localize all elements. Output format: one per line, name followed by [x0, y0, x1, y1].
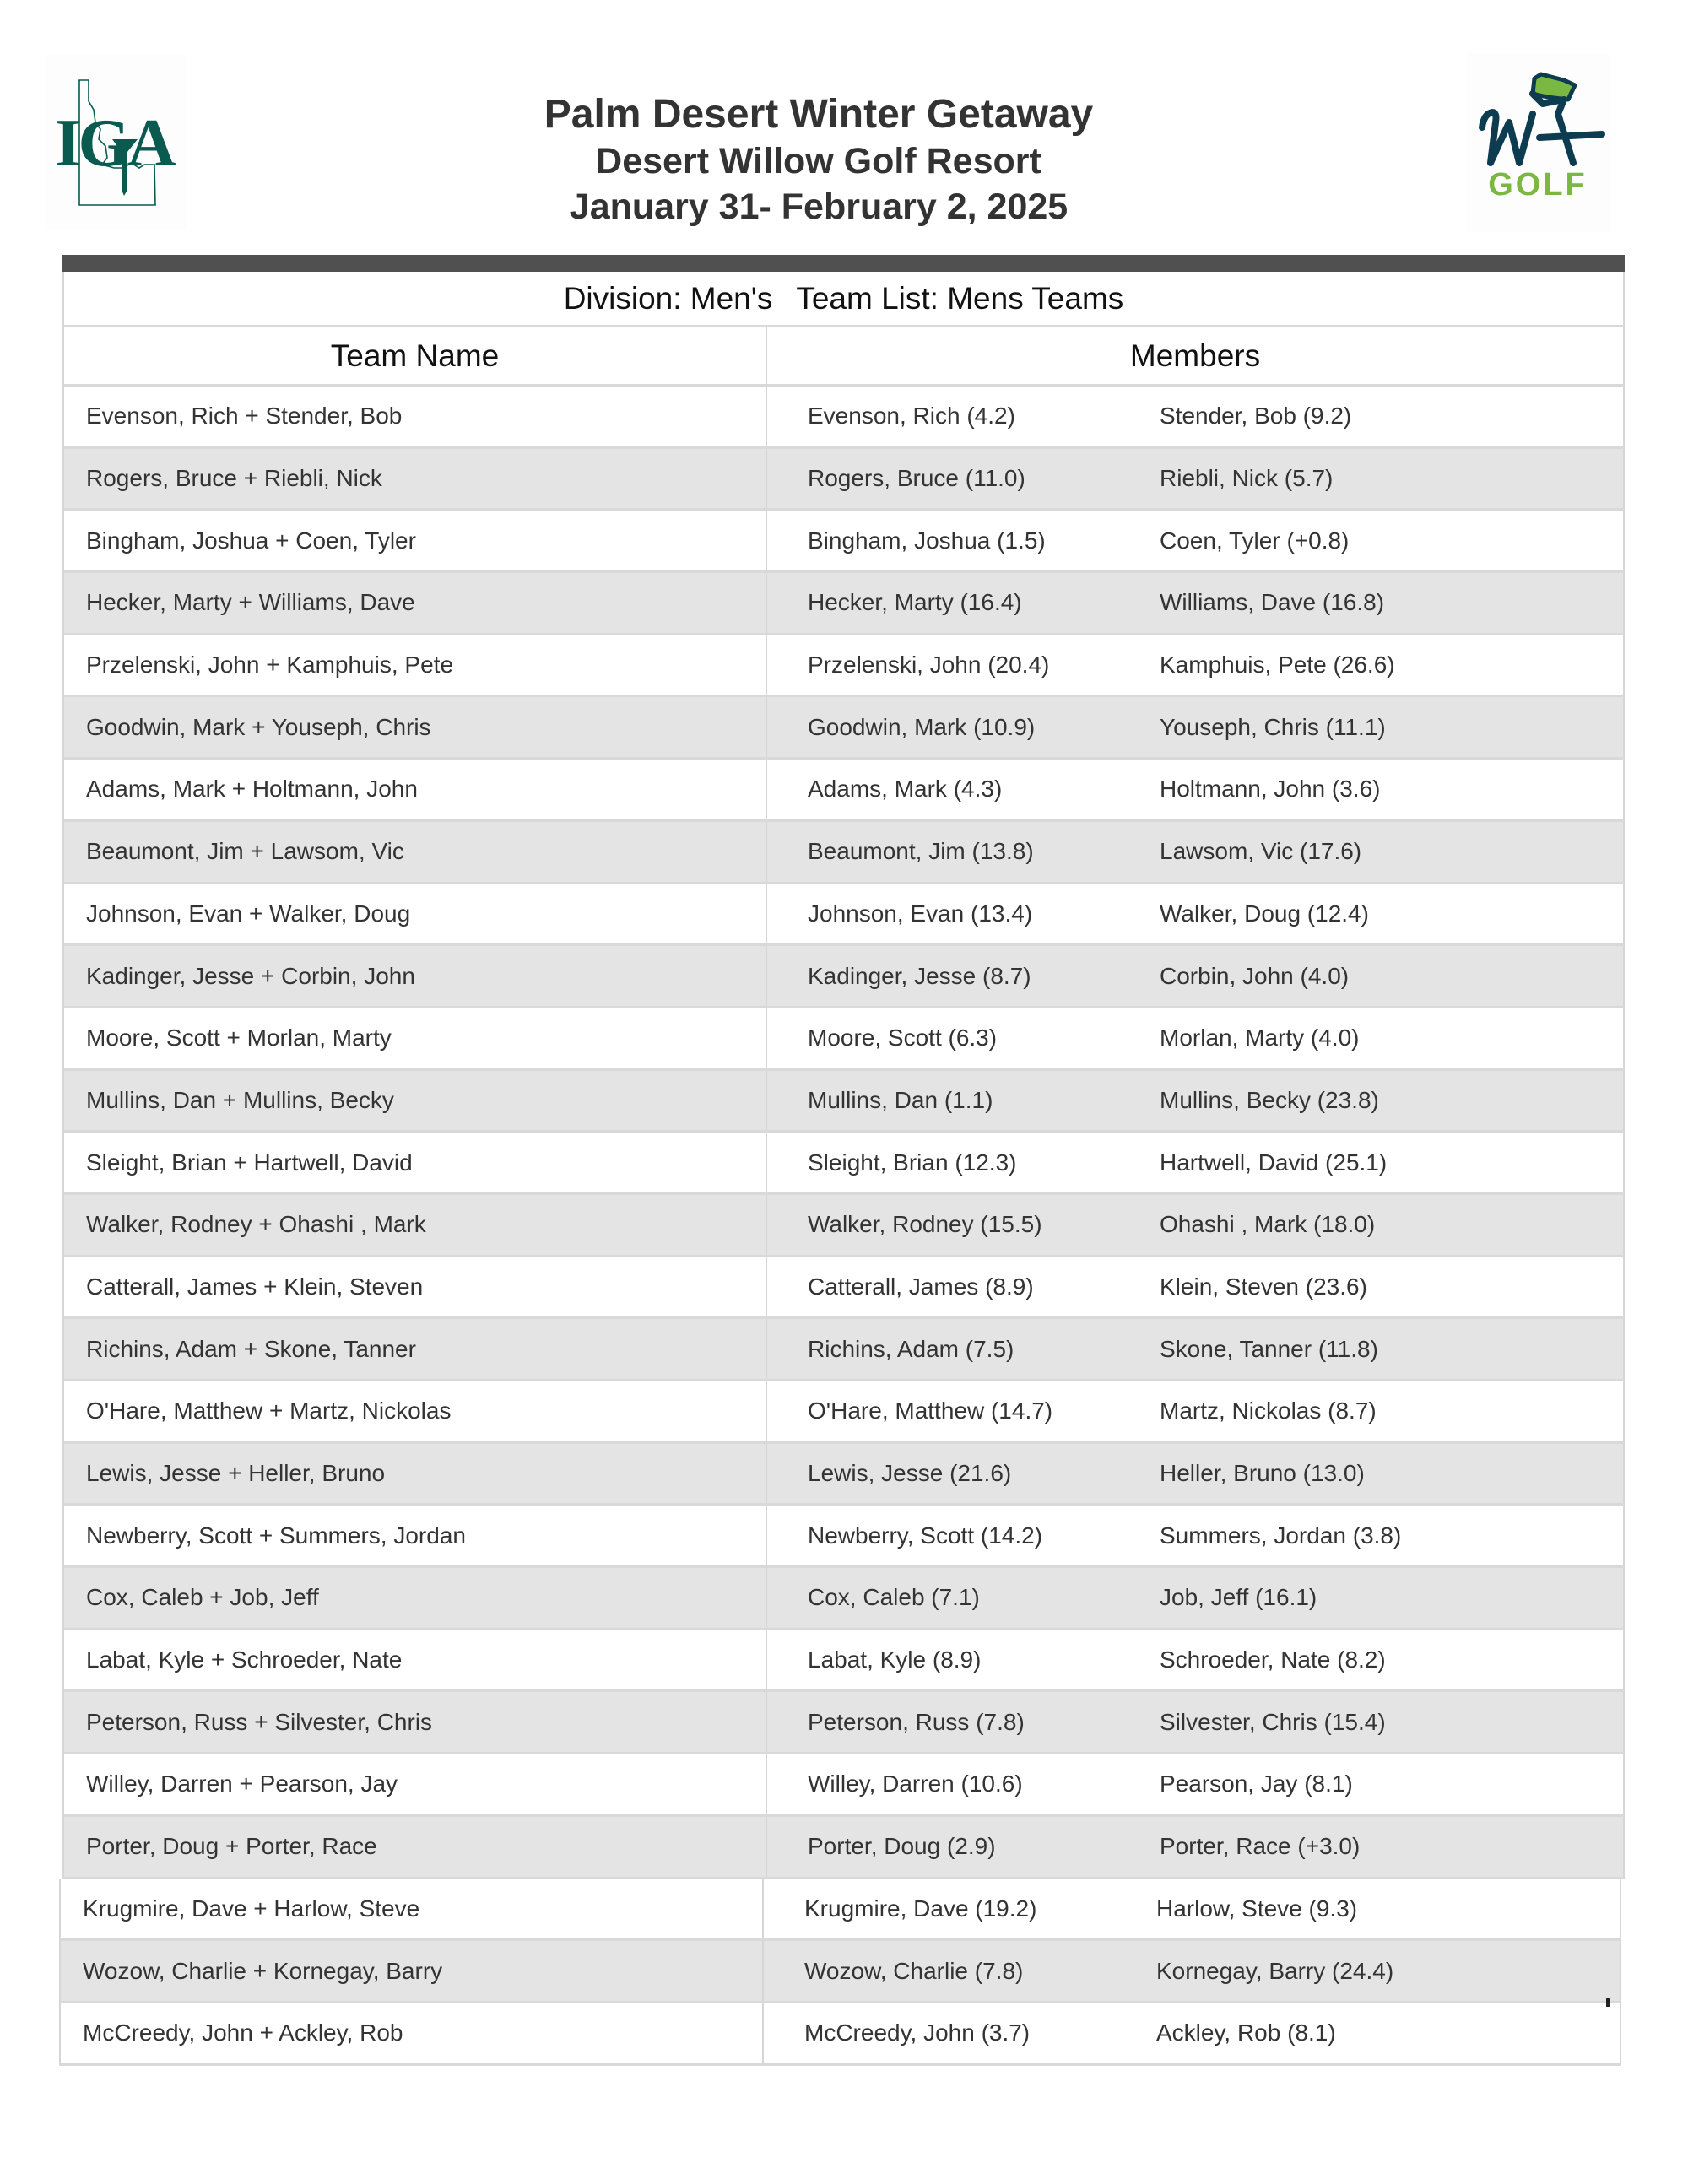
member-1-cell: Hecker, Marty (16.4) — [808, 589, 1022, 616]
page-header — [473, 91, 1165, 230]
member-2-cell: Martz, Nickolas (8.7) — [1160, 1397, 1377, 1424]
member-2-cell: Williams, Dave (16.8) — [1160, 589, 1385, 616]
table-row — [62, 760, 1625, 822]
member-1-cell: Sleight, Brian (12.3) — [808, 1149, 1017, 1176]
member-1-cell: Labat, Kyle (8.9) — [808, 1646, 982, 1673]
member-1-cell: McCreedy, John (3.7) — [804, 2019, 1031, 2046]
member-2-cell: Kamphuis, Pete (26.6) — [1160, 651, 1395, 678]
table-row — [62, 1817, 1625, 1879]
team-name-cell: Evenson, Rich + Stender, Bob — [64, 387, 767, 446]
event-dates: January 31- February 2, 2025 — [569, 187, 1069, 227]
idaho-golf-association-logo-icon — [46, 55, 187, 230]
team-name-cell: Moore, Scott + Morlan, Marty — [64, 1008, 767, 1068]
event-title: Palm Desert Winter Getaway — [544, 92, 1094, 137]
member-1-cell: Porter, Doug (2.9) — [808, 1833, 996, 1860]
member-2-cell: Coen, Tyler (+0.8) — [1160, 527, 1350, 554]
member-2-cell: Heller, Bruno (13.0) — [1160, 1460, 1365, 1487]
wa-golf-logo — [1467, 53, 1610, 232]
table-row — [62, 635, 1625, 698]
member-2-cell: Kornegay, Barry (24.4) — [1156, 1957, 1394, 1984]
team-name-cell: Catterall, James + Klein, Steven — [64, 1257, 767, 1317]
member-2-cell: Hartwell, David (25.1) — [1160, 1149, 1388, 1176]
team-name-cell: Lewis, Jesse + Heller, Bruno — [64, 1444, 767, 1504]
member-1-cell: Cox, Caleb (7.1) — [808, 1584, 980, 1611]
member-2-cell: Ohashi , Mark (18.0) — [1160, 1211, 1376, 1238]
member-2-cell: Riebli, Nick (5.7) — [1160, 465, 1334, 492]
team-name-cell: Cox, Caleb + Job, Jeff — [64, 1568, 767, 1628]
team-name-cell: Kadinger, Jesse + Corbin, John — [64, 946, 767, 1006]
member-2-cell: Stender, Bob (9.2) — [1160, 403, 1352, 430]
member-1-cell: Rogers, Bruce (11.0) — [808, 465, 1025, 492]
table-row — [62, 1506, 1625, 1568]
team-name-cell: O'Hare, Matthew + Martz, Nickolas — [64, 1381, 767, 1441]
table-header — [62, 327, 1625, 387]
table-row — [59, 1941, 1621, 2003]
member-1-cell: Johnson, Evan (13.4) — [808, 900, 1033, 927]
team-name-cell: Johnson, Evan + Walker, Doug — [64, 884, 767, 944]
member-2-cell: Skone, Tanner (11.8) — [1160, 1335, 1378, 1362]
table-row — [62, 1195, 1625, 1257]
team-name-cell: Richins, Adam + Skone, Tanner — [64, 1319, 767, 1379]
team-name-cell: Adams, Mark + Holtmann, John — [64, 760, 767, 819]
table-row — [62, 573, 1625, 635]
member-2-cell: Ackley, Rob (8.1) — [1156, 2019, 1336, 2046]
column-header-team-name: Team Name — [64, 327, 767, 384]
member-1-cell: Catterall, James (8.9) — [808, 1273, 1034, 1300]
member-1-cell: O'Hare, Matthew (14.7) — [808, 1397, 1053, 1424]
member-2-cell: Harlow, Steve (9.3) — [1156, 1895, 1358, 1922]
member-2-cell: Youseph, Chris (11.1) — [1160, 713, 1386, 740]
table-row — [62, 1319, 1625, 1381]
division-label: Division: Men's — [563, 280, 773, 316]
table-row — [62, 697, 1625, 760]
member-2-cell: Mullins, Becky (23.8) — [1160, 1086, 1379, 1113]
table-row — [62, 1568, 1625, 1630]
table-row — [62, 387, 1625, 449]
table-row — [62, 1257, 1625, 1320]
team-name-cell: Newberry, Scott + Summers, Jordan — [64, 1506, 767, 1565]
table-row — [62, 1381, 1625, 1444]
table-row — [62, 1754, 1625, 1817]
member-2-cell: Pearson, Jay (8.1) — [1160, 1770, 1353, 1797]
venue-name: Desert Willow Golf Resort — [596, 141, 1041, 181]
team-name-cell: Krugmire, Dave + Harlow, Steve — [61, 1879, 764, 1939]
svg-text:GOLF: GOLF — [1488, 167, 1588, 203]
member-2-cell: Holtmann, John (3.6) — [1160, 776, 1381, 803]
member-1-cell: Lewis, Jesse (21.6) — [808, 1460, 1012, 1487]
team-name-cell: Rogers, Bruce + Riebli, Nick — [64, 449, 767, 509]
member-1-cell: Adams, Mark (4.3) — [808, 776, 1003, 803]
team-name-cell: Sleight, Brian + Hartwell, David — [64, 1133, 767, 1192]
team-name-cell: Walker, Rodney + Ohashi , Mark — [64, 1195, 767, 1255]
member-1-cell: Wozow, Charlie (7.8) — [804, 1957, 1024, 1984]
team-name-cell: Bingham, Joshua + Coen, Tyler — [64, 511, 767, 570]
column-header-members: Members — [1129, 338, 1261, 373]
team-list-table — [62, 272, 1625, 2066]
team-name-cell: Beaumont, Jim + Lawsom, Vic — [64, 822, 767, 882]
member-2-cell: Lawsom, Vic (17.6) — [1160, 838, 1362, 865]
member-2-cell: Klein, Steven (23.6) — [1160, 1273, 1367, 1300]
team-name-cell: Peterson, Russ + Silvester, Chris — [64, 1692, 767, 1752]
team-name-cell: Wozow, Charlie + Kornegay, Barry — [61, 1941, 764, 2001]
member-2-cell: Porter, Race (+3.0) — [1160, 1833, 1361, 1860]
member-2-cell: Schroeder, Nate (8.2) — [1160, 1646, 1386, 1673]
team-name-cell: Mullins, Dan + Mullins, Becky — [64, 1071, 767, 1131]
member-1-cell: Moore, Scott (6.3) — [808, 1024, 998, 1051]
member-1-cell: Mullins, Dan (1.1) — [808, 1086, 993, 1113]
member-1-cell: Przelenski, John (20.4) — [808, 651, 1050, 678]
team-name-cell: Willey, Darren + Pearson, Jay — [64, 1754, 767, 1814]
member-1-cell: Richins, Adam (7.5) — [808, 1335, 1014, 1362]
table-row — [62, 1630, 1625, 1693]
member-2-cell: Silvester, Chris (15.4) — [1160, 1708, 1386, 1735]
member-1-cell: Willey, Darren (10.6) — [808, 1770, 1023, 1797]
team-name-cell: Hecker, Marty + Williams, Dave — [64, 573, 767, 633]
table-row — [62, 1692, 1625, 1754]
team-name-cell: Goodwin, Mark + Youseph, Chris — [64, 697, 767, 757]
member-2-cell: Walker, Doug (12.4) — [1160, 900, 1369, 927]
table-row — [62, 884, 1625, 947]
stray-mark — [1606, 1998, 1610, 2007]
washington-golf-logo-icon — [1467, 53, 1610, 232]
table-row — [62, 946, 1625, 1008]
member-1-cell: Peterson, Russ (7.8) — [808, 1708, 1025, 1735]
table-row — [62, 1008, 1625, 1071]
member-2-cell: Job, Jeff (16.1) — [1160, 1584, 1317, 1611]
table-body — [62, 387, 1625, 2066]
team-name-cell: Labat, Kyle + Schroeder, Nate — [64, 1630, 767, 1690]
team-name-cell: Porter, Doug + Porter, Race — [64, 1817, 767, 1877]
member-2-cell: Morlan, Marty (4.0) — [1160, 1024, 1360, 1051]
table-row — [62, 1071, 1625, 1133]
member-1-cell: Bingham, Joshua (1.5) — [808, 527, 1046, 554]
member-1-cell: Beaumont, Jim (13.8) — [808, 838, 1034, 865]
team-name-cell: McCreedy, John + Ackley, Rob — [61, 2003, 764, 2063]
table-row — [59, 1879, 1621, 1942]
table-row — [59, 2003, 1621, 2066]
member-1-cell: Walker, Rodney (15.5) — [808, 1211, 1042, 1238]
team-name-cell: Przelenski, John + Kamphuis, Pete — [64, 635, 767, 695]
team-list-label: Team List: Mens Teams — [796, 280, 1124, 316]
member-1-cell: Kadinger, Jesse (8.7) — [808, 962, 1031, 989]
member-1-cell: Krugmire, Dave (19.2) — [804, 1895, 1037, 1922]
member-1-cell: Evenson, Rich (4.2) — [808, 403, 1015, 430]
iga-logo — [46, 55, 187, 230]
table-row — [62, 822, 1625, 884]
table-row — [62, 1444, 1625, 1506]
table-top-bar — [62, 255, 1625, 272]
division-caption — [62, 272, 1625, 327]
table-row — [62, 1133, 1625, 1195]
table-row — [62, 511, 1625, 573]
member-2-cell: Corbin, John (4.0) — [1160, 962, 1350, 989]
table-row — [62, 449, 1625, 511]
member-1-cell: Newberry, Scott (14.2) — [808, 1522, 1043, 1549]
member-1-cell: Goodwin, Mark (10.9) — [808, 713, 1036, 740]
svg-text:IGA: IGA — [55, 106, 173, 181]
member-2-cell: Summers, Jordan (3.8) — [1160, 1522, 1402, 1549]
